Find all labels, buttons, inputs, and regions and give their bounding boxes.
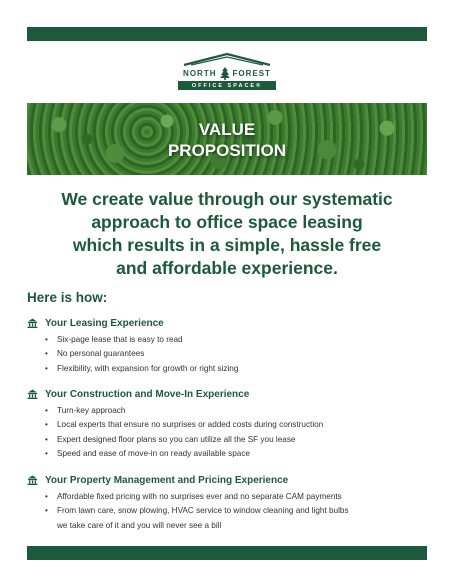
section-construction <box>27 387 427 462</box>
forest-banner <box>27 103 427 175</box>
section-heading <box>27 473 427 487</box>
bullet-list <box>27 404 427 462</box>
building-icon <box>27 318 38 328</box>
headline-line: approach to office space leasing <box>91 212 363 232</box>
list-item: • Six-page lease that is easy to read <box>45 333 427 347</box>
here-is-how-heading: Here is how: <box>27 290 108 305</box>
bullet-list <box>27 490 427 533</box>
list-item: • Expert designed floor plans so you can utilize all the SF you lease <box>45 433 427 447</box>
section-heading-text: Your Leasing Experience <box>45 317 164 329</box>
banner-title-line1: VALUE <box>198 120 256 139</box>
building-icon <box>27 475 38 485</box>
bottom-bar <box>27 546 427 560</box>
list-item: • Speed and ease of move-in on ready available space <box>45 447 427 461</box>
pine-tree-icon <box>220 67 230 80</box>
section-heading <box>27 316 427 330</box>
headline-line: which results in a simple, hassle free <box>72 235 382 255</box>
list-item: • Flexibility, with expansion for growth or right sizing <box>45 362 427 376</box>
logo-forest: FOREST <box>232 68 271 78</box>
building-icon <box>27 389 38 399</box>
section-property-management <box>27 473 427 533</box>
list-item: • No personal guarantees <box>45 347 427 361</box>
list-item: • Local experts that ensure no surprises or added costs during construction <box>45 418 427 432</box>
section-heading <box>27 387 427 401</box>
logo-north: NORTH <box>183 68 217 78</box>
headline-line: and affordable experience. <box>116 258 338 278</box>
logo-line1 <box>178 66 276 80</box>
list-item: • Turn-key approach <box>45 404 427 418</box>
roof-icon <box>178 52 276 66</box>
list-item-line: From lawn care, snow plowing, HVAC service to window cleaning and light bulbs <box>57 506 349 516</box>
list-item: • Affordable fixed pricing with no surprises ever and no separate CAM payments <box>45 490 427 504</box>
section-heading-text: Your Construction and Move-In Experience <box>45 388 250 400</box>
banner-title-line2: PROPOSITION <box>167 141 287 160</box>
value-headline <box>27 188 427 280</box>
north-forest-logo <box>178 52 276 92</box>
top-bar <box>27 27 427 41</box>
section-heading-text: Your Property Management and Pricing Experience <box>45 474 289 486</box>
list-item-line: we take care of it and you will never see a bill <box>57 520 222 530</box>
logo-office-space: OFFICE SPACE® <box>178 81 276 90</box>
headline-line: We create value through our systematic <box>61 189 393 209</box>
list-item <box>45 504 427 533</box>
bullet-list <box>27 333 427 376</box>
section-leasing <box>27 316 427 376</box>
banner-title <box>27 119 427 161</box>
